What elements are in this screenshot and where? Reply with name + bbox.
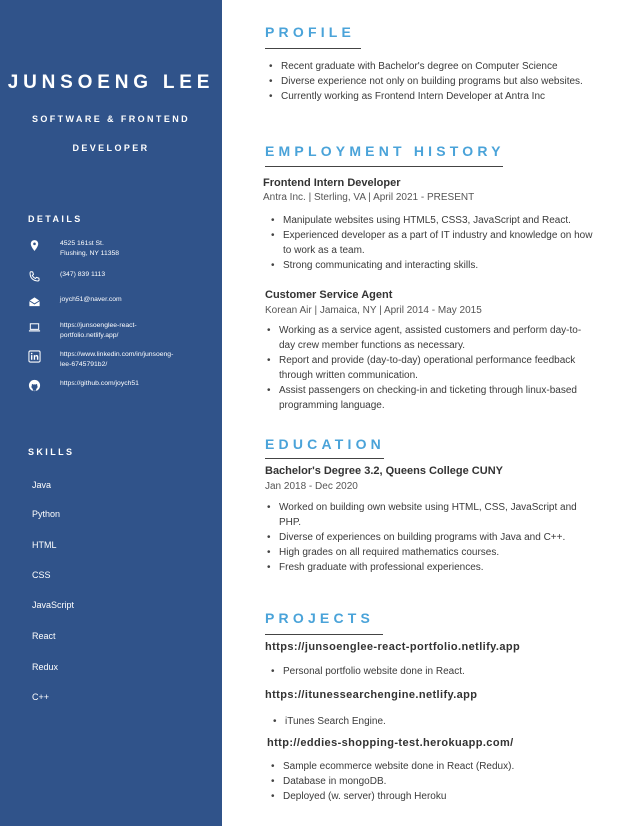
list-item: • Recent graduate with Bachelor's degree on Computer Science <box>268 59 608 74</box>
skill-item: C++ <box>32 692 50 702</box>
list-item: • Working as a service agent, assisted customers and perform day-to-day crew member functions as necessary. <box>266 323 591 353</box>
job-meta: Korean Air | Jamaica, NY | April 2014 - May 2015 <box>265 305 482 316</box>
list-item: • iTunes Search Engine. <box>272 714 592 729</box>
skill-item: CSS <box>32 570 51 580</box>
list-item: • Fresh graduate with professional experiences. <box>266 560 596 575</box>
location-pin-icon <box>28 239 41 252</box>
education-heading: EDUCATION <box>265 436 385 452</box>
list-item: • Experienced developer as a part of IT industry and knowledge on how to work as a team. <box>270 228 600 258</box>
section-divider <box>265 458 384 459</box>
list-item: • Worked on building own website using HTML, CSS, JavaScript and PHP. <box>266 500 596 530</box>
skill-item: Python <box>32 509 61 519</box>
project-link[interactable]: https://itunessearchengine.netlify.app <box>265 689 478 701</box>
skill-item: React <box>32 631 56 641</box>
skill-item: HTML <box>32 540 57 550</box>
degree-title: Bachelor's Degree 3.2, Queens College CUNY <box>265 465 503 477</box>
github-icon <box>28 379 41 392</box>
job-meta: Antra Inc. | Sterling, VA | April 2021 - PRESENT <box>263 192 475 203</box>
list-item: • Diverse experience not only on building programs but also websites. <box>268 74 608 89</box>
skill-item: Java <box>32 480 52 490</box>
job-duties <box>270 213 600 273</box>
portfolio-link-line2[interactable]: portfolio.netlify.app/ <box>60 332 119 339</box>
job-duties <box>266 323 591 413</box>
skill-item: Redux <box>32 662 59 672</box>
phone-number[interactable]: (347) 839 1113 <box>60 271 106 278</box>
list-item: • Strong communicating and interacting skills. <box>270 258 600 273</box>
section-divider <box>265 48 361 49</box>
laptop-icon <box>28 321 41 334</box>
email-address[interactable]: joych51@naver.com <box>60 296 122 303</box>
project-details <box>270 759 590 804</box>
details-heading: DETAILS <box>28 214 83 224</box>
section-divider <box>265 634 383 635</box>
list-item: • Assist passengers on checking-in and ticketing through linux-based programming language. <box>266 383 591 413</box>
address-line2: Flushing, NY 11358 <box>60 250 120 257</box>
linkedin-icon <box>28 350 41 363</box>
list-item: • Currently working as Frontend Intern Developer at Antra Inc <box>268 89 608 104</box>
job-title: Customer Service Agent <box>265 289 393 301</box>
project-details <box>270 664 590 679</box>
sidebar <box>0 0 222 826</box>
project-details <box>272 714 592 729</box>
list-item: • Personal portfolio website done in React. <box>270 664 590 679</box>
degree-dates: Jan 2018 - Dec 2020 <box>265 481 358 492</box>
list-item: • Diverse of experiences on building programs with Java and C++. <box>266 530 596 545</box>
candidate-name: JUNSOENG LEE <box>7 72 215 93</box>
phone-icon <box>28 270 41 283</box>
list-item: • Report and provide (day-to-day) operational performance feedback through written communication. <box>266 353 591 383</box>
envelope-icon <box>28 295 41 308</box>
list-item: • Manipulate websites using HTML5, CSS3, JavaScript and React. <box>270 213 600 228</box>
profile-heading: PROFILE <box>265 24 356 40</box>
profile-list <box>268 59 608 104</box>
role-title-line2: DEVELOPER <box>72 143 150 153</box>
projects-heading: PROJECTS <box>265 610 375 626</box>
section-divider <box>265 166 503 167</box>
role-title-line1: SOFTWARE & FRONTEND <box>31 114 191 124</box>
list-item: • High grades on all required mathematics courses. <box>266 545 596 560</box>
list-item: • Deployed (w. server) through Heroku <box>270 789 590 804</box>
employment-heading: EMPLOYMENT HISTORY <box>265 143 505 159</box>
address-line1: 4525 161st St. <box>60 240 104 247</box>
linkedin-link-line1[interactable]: https://www.linkedin.com/in/junsoeng- <box>60 351 174 358</box>
list-item: • Database in mongoDB. <box>270 774 590 789</box>
list-item: • Sample ecommerce website done in React (Redux). <box>270 759 590 774</box>
skill-item: JavaScript <box>32 600 75 610</box>
job-title: Frontend Intern Developer <box>263 177 401 189</box>
education-list <box>266 500 596 575</box>
main-content <box>222 0 639 826</box>
portfolio-link-line1[interactable]: https://junsoenglee-react- <box>60 322 137 329</box>
project-link[interactable]: https://junsoenglee-react-portfolio.netlify.app <box>265 641 521 653</box>
github-link[interactable]: https://github.com/joych51 <box>60 380 139 387</box>
linkedin-link-line2[interactable]: lee-6745791b2/ <box>60 361 108 368</box>
project-link[interactable]: http://eddies-shopping-test.herokuapp.com/ <box>267 737 514 749</box>
skills-heading: SKILLS <box>28 447 75 457</box>
